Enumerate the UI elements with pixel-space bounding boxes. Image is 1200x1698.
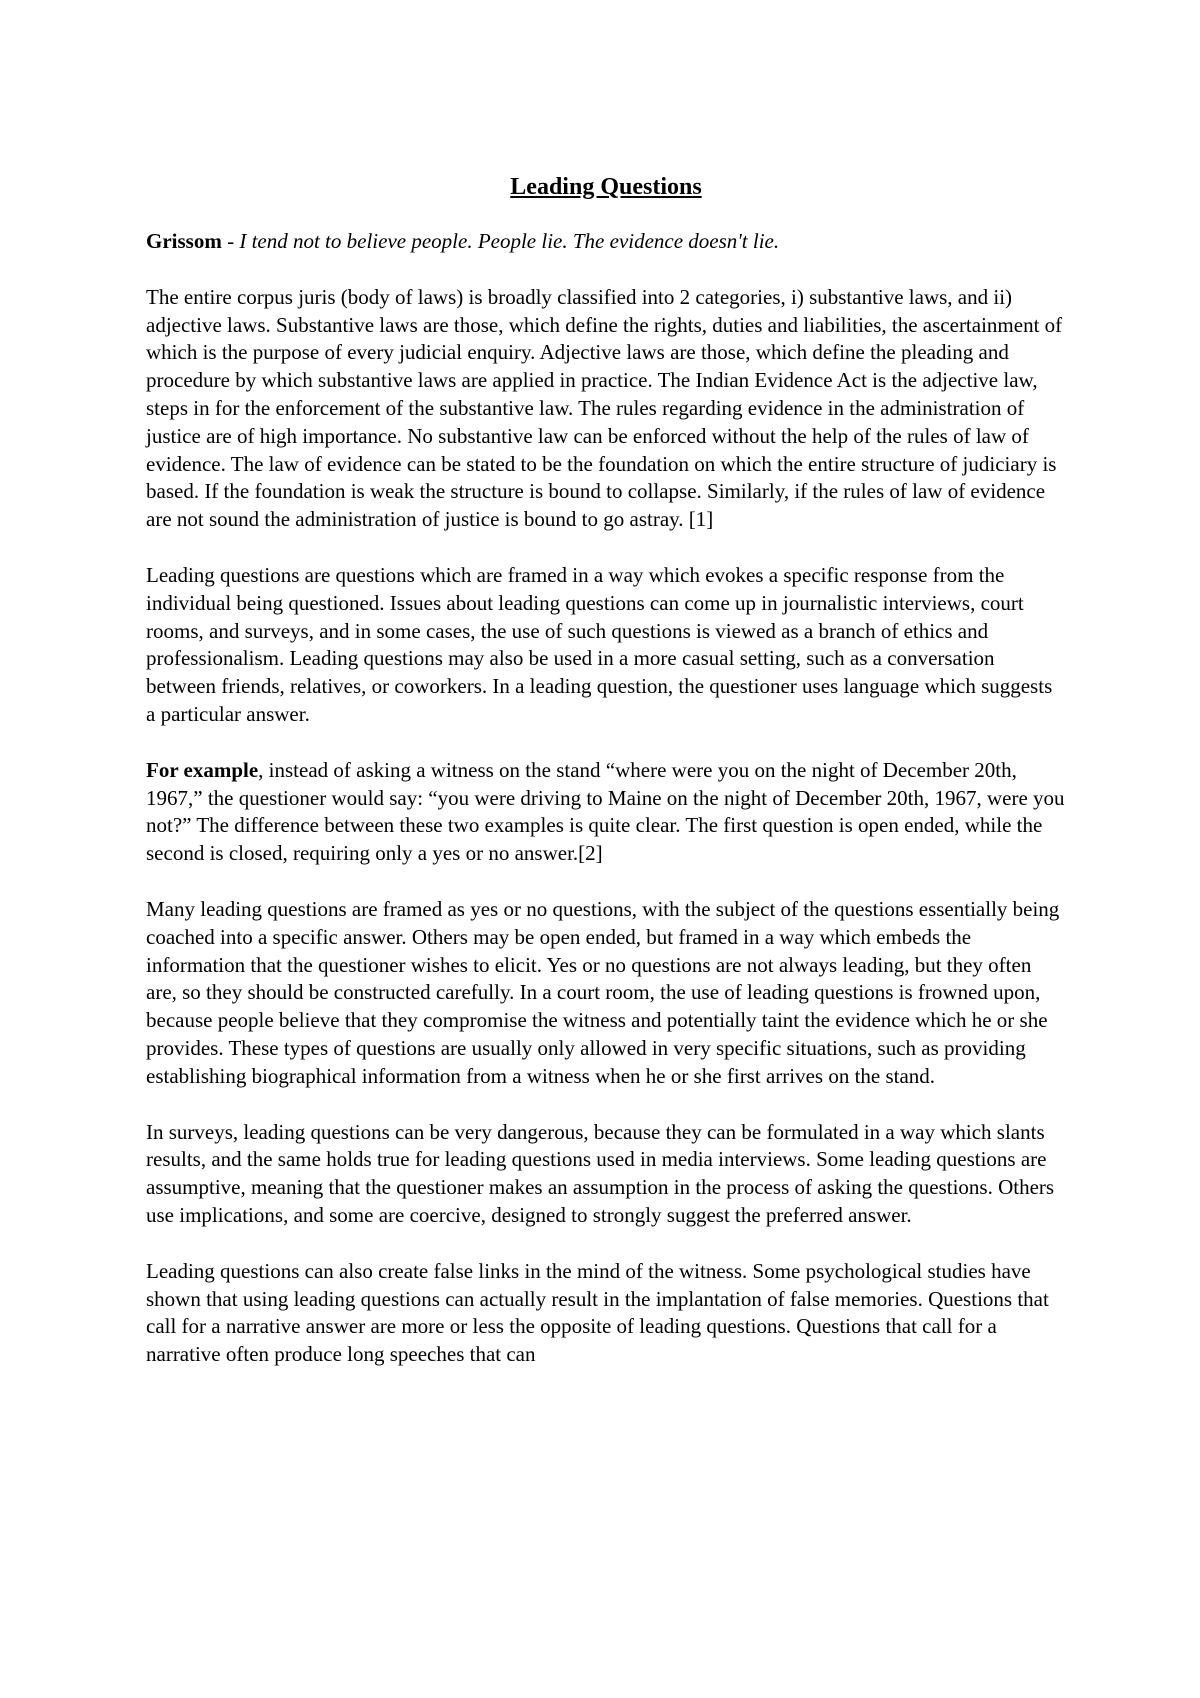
- paragraph-corpus-juris: The entire corpus juris (body of laws) is broadly classified into 2 categories, i) substantive laws, and ii) adjective laws. Substantive laws are those, which define the rights, duties and liabilities, the ascertainment of which is the purpose of every judicial enquiry. Adjective laws are those, which define the pleading and procedure by which substantive laws are applied in practice. The Indian Evidence Act is the adjective law, steps in for the enforcement of the substantive law. The rules regarding evidence in the administration of justice are of high importance. No substantive law can be enforced without the help of the rules of law of evidence. The law of evidence can be stated to be the foundation on which the entire structure of judiciary is based. If the foundation is weak the structure is bound to collapse. Similarly, if the rules of law of evidence are not sound the administration of justice is bound to go astray. [1]: [146, 284, 1063, 532]
- paragraph-leading-questions-definition: Leading questions are questions which are framed in a way which evokes a specific response from the individual being questioned. Issues about leading questions can come up in journalistic interviews, court rooms, and surveys, and in some cases, the use of such questions is viewed as a branch of ethics and professionalism. Leading questions may also be used in a more casual setting, such as a conversation between friends, relatives, or coworkers. In a leading question, the questioner uses language which suggests a particular answer.: [146, 562, 1053, 726]
- paragraph-yes-no-questions: Many leading questions are framed as yes or no questions, with the subject of the questions essentially being coached into a specific answer. Others may be open ended, but framed in a way which embeds the information that the questioner wishes to elicit. Yes or no questions are not always leading, but they often are, so they should be constructed carefully. In a court room, the use of leading questions is frowned upon, because people believe that they compromise the witness and potentially taint the evidence which he or she provides. These types of questions are usually only allowed in very specific situations, such as providing establishing biographical information from a witness when he or she first arrives on the stand.: [146, 896, 1060, 1088]
- quote-text: I tend not to believe people. People lie. The evidence doesn't lie.: [239, 229, 780, 253]
- quote-separator: -: [221, 229, 240, 253]
- example-lead: For example: [146, 757, 259, 782]
- epigraph-quote: [146, 228, 1066, 256]
- paragraph-example: [146, 757, 1066, 868]
- document-title: Leading Questions: [510, 174, 702, 200]
- document-page: [146, 172, 1066, 1397]
- paragraph-false-links: Leading questions can also create false links in the mind of the witness. Some psychological studies have shown that using leading questions can actually result in the implantation of false memories. Questions that call for a narrative answer are more or less the opposite of leading questions. Questions that call for a narrative often produce long speeches that can: [146, 1258, 1049, 1367]
- example-text: , instead of asking a witness on the stand “where were you on the night of December 20th, 1967,” the questioner would say: “you were driving to Maine on the night of December 20th, 1967, were you not?” The difference between these two examples is quite clear. The first question is open ended, while the second is closed, requiring only a yes or no answer.[2]: [146, 757, 1065, 866]
- quote-speaker: Grissom: [146, 229, 222, 253]
- paragraph-surveys: In surveys, leading questions can be very dangerous, because they can be formulated in a way which slants results, and the same holds true for leading questions used in media interviews. Some leading questions are assumptive, meaning that the questioner makes an assumption in the process of asking the questions. Others use implications, and some are coercive, designed to strongly suggest the preferred answer.: [146, 1119, 1055, 1227]
